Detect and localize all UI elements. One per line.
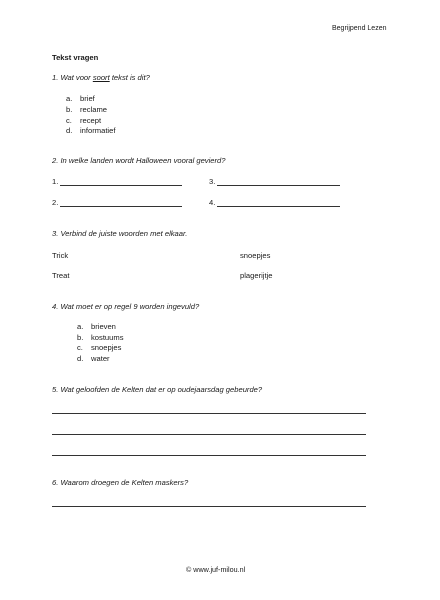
option-text: snoepjes: [91, 343, 122, 352]
question-3: 3. Verbind de juiste woorden met elkaar.: [52, 229, 188, 238]
copyright-footer: © www.juf-milou.nl: [186, 565, 246, 574]
q1-option-d[interactable]: [66, 126, 115, 135]
option-letter: c.: [77, 343, 83, 352]
option-letter: b.: [77, 333, 84, 342]
match-right-1[interactable]: snoepjes: [240, 251, 271, 260]
question-5: 5. Wat geloofden de Kelten dat er op oudejaarsdag gebeurde?: [52, 385, 263, 394]
question-1-prefix: 1. Wat voor: [52, 73, 93, 82]
option-text: reclame: [80, 105, 108, 114]
question-1-underlined-word: soort: [92, 73, 110, 82]
question-2: 2. In welke landen wordt Halloween vooral gevierd?: [52, 156, 226, 165]
option-letter: d.: [66, 126, 73, 135]
option-letter: b.: [66, 105, 73, 114]
question-1: [52, 73, 150, 82]
option-text: water: [91, 354, 110, 363]
question-4: 4. Wat moet er op regel 9 worden ingevuld?: [52, 302, 200, 311]
page-title: Tekst vragen: [52, 53, 99, 62]
option-letter: d.: [77, 354, 84, 363]
answer-line-q5-2[interactable]: [52, 434, 366, 435]
option-letter: c.: [66, 116, 72, 125]
blank-3-label: 3.: [209, 177, 216, 186]
answer-line-q6-1[interactable]: [52, 506, 366, 507]
option-text: brief: [80, 94, 95, 103]
answer-line-q5-3[interactable]: [52, 455, 366, 456]
question-6: 6. Waarom droegen de Kelten maskers?: [52, 478, 189, 487]
answer-line-q5-1[interactable]: [52, 413, 366, 414]
q1-option-a[interactable]: [66, 94, 95, 103]
question-1-suffix: tekst is dit?: [109, 73, 150, 82]
answer-line-2[interactable]: [60, 206, 182, 207]
option-text: recept: [80, 116, 102, 125]
match-left-2[interactable]: Treat: [52, 271, 70, 280]
q4-option-b[interactable]: [77, 333, 124, 342]
blank-1-label: 1.: [52, 177, 59, 186]
option-letter: a.: [77, 322, 84, 331]
q4-option-d[interactable]: [77, 354, 110, 363]
answer-line-3[interactable]: [217, 185, 340, 186]
q4-option-c[interactable]: [77, 343, 121, 352]
q1-option-c[interactable]: [66, 116, 101, 125]
blank-4-label: 4.: [209, 198, 216, 207]
subject-header: Begrijpend Lezen: [332, 25, 387, 32]
q1-option-b[interactable]: [66, 105, 107, 114]
blank-2-label: 2.: [52, 198, 59, 207]
answer-line-4[interactable]: [217, 206, 340, 207]
match-left-1[interactable]: Trick: [52, 251, 69, 260]
match-right-2[interactable]: plagerijtje: [240, 271, 273, 280]
option-text: brieven: [91, 322, 116, 331]
option-letter: a.: [66, 94, 73, 103]
q4-option-a[interactable]: [77, 322, 116, 331]
option-text: kostuums: [91, 333, 124, 342]
answer-line-1[interactable]: [60, 185, 182, 186]
option-text: informatief: [80, 126, 116, 135]
